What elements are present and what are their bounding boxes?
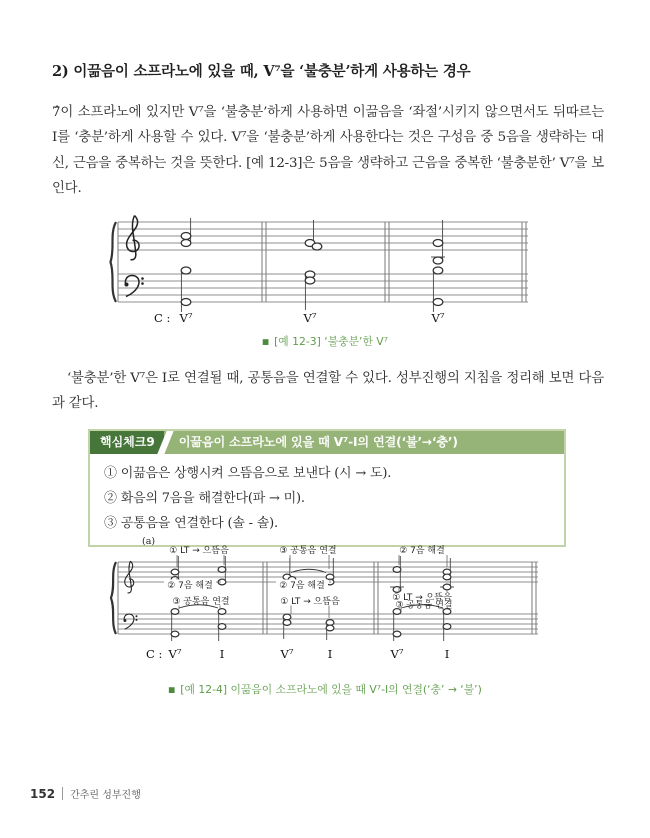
chord-label: V⁷ bbox=[179, 311, 193, 325]
caption-text: [예 12-4] 이끎음이 소프라노에 있을 때 V⁷-I의 연결(‘충’ → ‘불’) bbox=[180, 683, 482, 696]
keycheck-header bbox=[90, 431, 564, 454]
chord-label: V⁷ bbox=[431, 311, 445, 325]
annotation-label: ③ 공통음 연결 bbox=[279, 546, 337, 556]
chord-notes-m1 bbox=[181, 218, 191, 312]
caption-text: [예 12-3] ‘불충분’한 V⁷ bbox=[274, 335, 389, 348]
caption-square-icon: ■ bbox=[168, 684, 176, 694]
chord-label: I bbox=[327, 647, 333, 661]
chord-label: V⁷ bbox=[390, 647, 404, 661]
keycheck-box bbox=[88, 429, 566, 547]
annotation-label: ② 7음 해결 bbox=[167, 581, 213, 591]
example-caption-12-4 bbox=[0, 682, 650, 697]
staff-lines bbox=[118, 222, 528, 302]
variant-label: (a) bbox=[142, 536, 156, 547]
page-footer bbox=[30, 786, 141, 801]
key-label: C : bbox=[154, 311, 171, 325]
footer-page-number: 152 bbox=[30, 786, 56, 801]
footer-divider bbox=[62, 787, 63, 800]
music-example-12-4 bbox=[108, 534, 544, 672]
footer-book-title: 간추린 성부진행 bbox=[70, 790, 141, 801]
annotation-label: ③ 공통음 연결 bbox=[395, 600, 453, 611]
keycheck-title: 이끎음이 소프라노에 있을 때 V⁷-I의 연결(‘불’→‘충’) bbox=[178, 435, 458, 449]
keycheck-item: ① 이끎음은 상행시켜 으뜸음으로 보낸다 (시 → 도). bbox=[104, 466, 392, 481]
annotation-label: ① LT → 으뜸음 bbox=[169, 546, 229, 556]
body-paragraph-1: 7̂이 소프라노에 있지만 V⁷을 ‘불충분’하게 사용하면 이끎음을 ‘좌절’시키지 않으면서도 뒤따르는 I를 ‘충분’하게 사용할 수 있다. V⁷을 ‘불충분’하게 사용한다는 것은 구성음 중 5음을 생략하는 대신, 근음을 중복하는 것을 뜻한다. [예 12-3]은 5음을 생략하고 근음을 중복한 ‘불충분한’ V⁷을 보인다. bbox=[52, 105, 604, 197]
chord-label: V⁷ bbox=[168, 647, 182, 661]
chord-label: I bbox=[444, 647, 450, 661]
annotation-label: ③ 공통음 연결 bbox=[172, 597, 230, 607]
key-label: C : bbox=[146, 647, 163, 661]
keycheck-item: ② 화음의 7음을 해결한다(파 → 미). bbox=[104, 491, 305, 506]
caption-square-icon: ■ bbox=[261, 336, 270, 346]
example-caption-12-3 bbox=[0, 334, 650, 349]
annotation-label: ① LT → 으뜸음 bbox=[280, 597, 340, 607]
keycheck-item: ③ 공통음을 연결한다 (솔 - 솔). bbox=[104, 516, 278, 531]
brace-icon bbox=[111, 222, 117, 302]
annotation-label: ② 7음 해결 bbox=[279, 581, 325, 591]
chord-label: V⁷ bbox=[303, 311, 317, 325]
section-heading: 2) 이끎음이 소프라노에 있을 때, V⁷을 ‘불충분’하게 사용하는 경우 bbox=[52, 63, 471, 80]
chord-notes-m3 bbox=[431, 220, 445, 312]
chord-label: I bbox=[219, 647, 225, 661]
bass-clef-icon bbox=[125, 276, 144, 297]
chord-notes-m2 bbox=[305, 220, 322, 310]
annotation-label: ① LT → 으뜸음 bbox=[392, 593, 452, 603]
chord-label: V⁷ bbox=[280, 647, 294, 661]
annotation-label: ② 7음 해결 bbox=[399, 546, 445, 556]
brace-icon bbox=[111, 562, 116, 634]
music-example-12-3 bbox=[108, 214, 544, 330]
keycheck-body bbox=[90, 454, 564, 545]
keycheck-badge: 핵심체크9 bbox=[90, 431, 164, 454]
body-paragraph-2: ‘불충분’한 V⁷은 I로 연결될 때, 공통음을 연결할 수 있다. 성부진행의 지침을 정리해 보면 다음과 같다. bbox=[52, 371, 604, 412]
barlines bbox=[118, 222, 526, 302]
bass-clef-icon bbox=[124, 614, 138, 629]
